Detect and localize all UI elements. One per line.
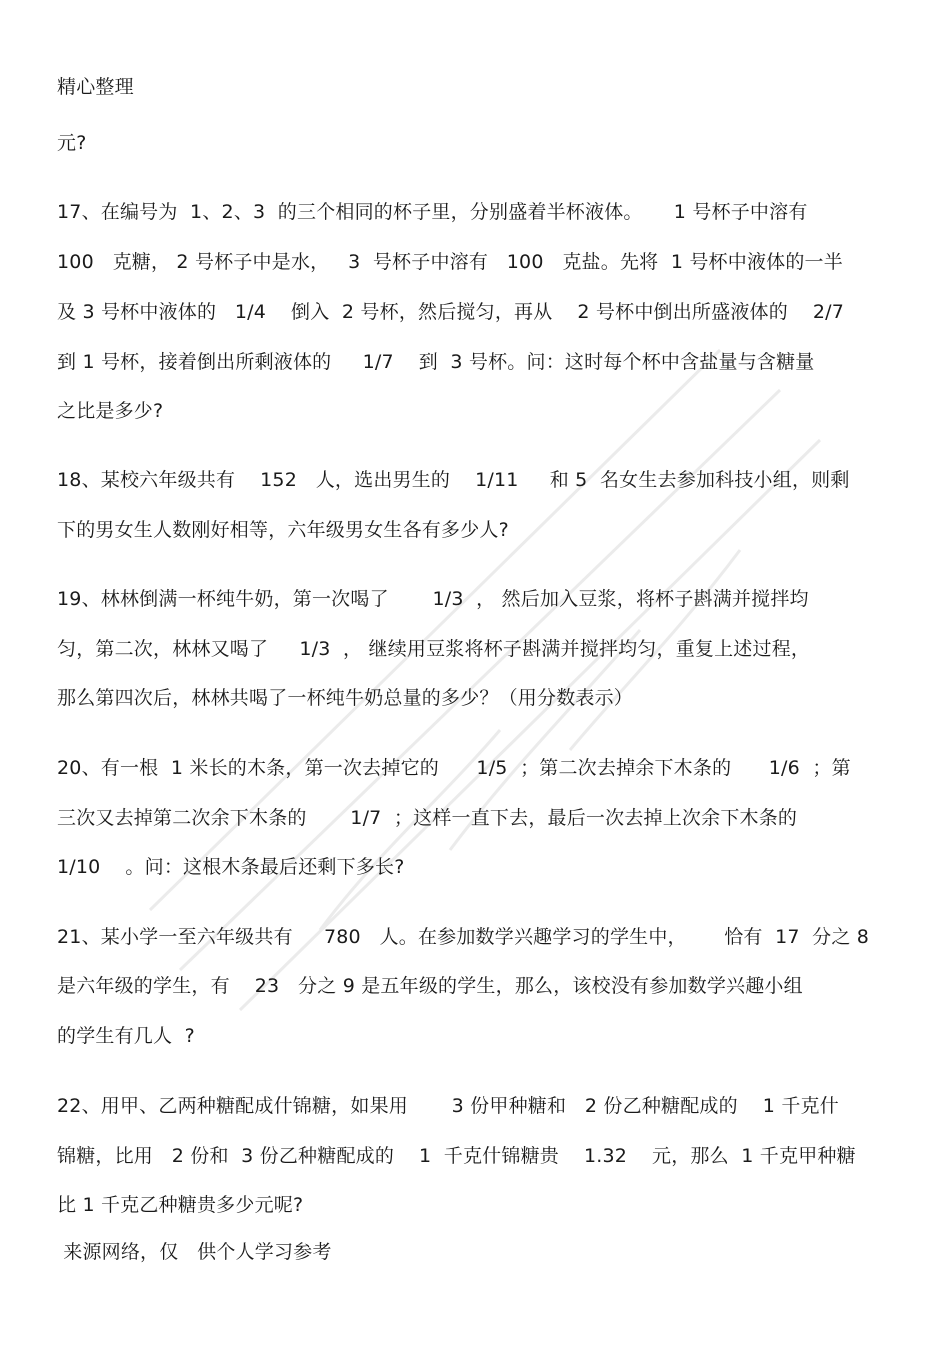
question-22-line: 比 1 千克乙种糖贵多少元呢? xyxy=(57,1194,304,1216)
question-20-line: 1/10 。问：这根木条最后还剩下多长? xyxy=(57,856,405,878)
question-19-line: 19、林林倒满一杯纯牛奶，第一次喝了 1/3 ， 然后加入豆浆，将杯子斟满并搅拌均 xyxy=(57,588,809,610)
question-20-line: 20、有一根 1 米长的木条，第一次去掉它的 1/5 ；第二次去掉余下木条的 1/6 ；第 xyxy=(57,757,851,779)
page-header: 精心整理 xyxy=(57,76,134,98)
question-18-line: 18、某校六年级共有 152 人，选出男生的 1/11 和 5 名女生去参加科技小组，则剩 xyxy=(57,469,850,491)
question-18-line: 下的男女生人数刚好相等，六年级男女生各有多少人? xyxy=(57,519,509,541)
question-17-line: 17、在编号为 1、2、3 的三个相同的杯子里，分别盛着半杯液体。 1 号杯子中溶有 xyxy=(57,201,808,223)
question-20-line: 三次又去掉第二次余下木条的 1/7 ；这样一直下去，最后一次去掉上次余下木条的 xyxy=(57,807,798,829)
question-19-line: 那么第四次后，林林共喝了一杯纯牛奶总量的多少？（用分数表示） xyxy=(57,687,634,709)
question-19-line: 匀，第二次，林林又喝了 1/3 ， 继续用豆浆将杯子斟满并搅拌均匀，重复上述过程， xyxy=(57,638,811,660)
question-21-line: 是六年级的学生，有 23 分之 9 是五年级的学生，那么，该校没有参加数学兴趣小组 xyxy=(57,975,803,997)
question-17-line: 之比是多少? xyxy=(57,400,164,422)
page-footer: 来源网络，仅 供个人学习参考 xyxy=(57,1241,332,1263)
question-17-line: 到 1 号杯，接着倒出所剩液体的 1/7 到 3 号杯。问：这时每个杯中含盐量与含糖量 xyxy=(57,351,815,373)
text-line: 元? xyxy=(57,132,87,154)
question-22-line: 锦糖，比用 2 份和 3 份乙种糖配成的 1 千克什锦糖贵 1.32 元，那么 1 千克甲种糖 xyxy=(57,1145,856,1167)
question-21-line: 21、某小学一至六年级共有 780 人。在参加数学兴趣学习的学生中， 恰有 17 分之 8 xyxy=(57,926,870,948)
question-17-line: 及 3 号杯中液体的 1/4 倒入 2 号杯，然后搅匀，再从 2 号杯中倒出所盛液体的 2/7 xyxy=(57,301,845,323)
question-17-line: 100 克糖， 2 号杯子中是水， 3 号杯子中溶有 100 克盐。先将 1 号杯中液体的一半 xyxy=(57,251,843,273)
question-21-line: 的学生有几人 ? xyxy=(57,1025,195,1047)
question-22-line: 22、用甲、乙两种糖配成什锦糖，如果用 3 份甲种糖和 2 份乙种糖配成的 1 千克什 xyxy=(57,1095,839,1117)
